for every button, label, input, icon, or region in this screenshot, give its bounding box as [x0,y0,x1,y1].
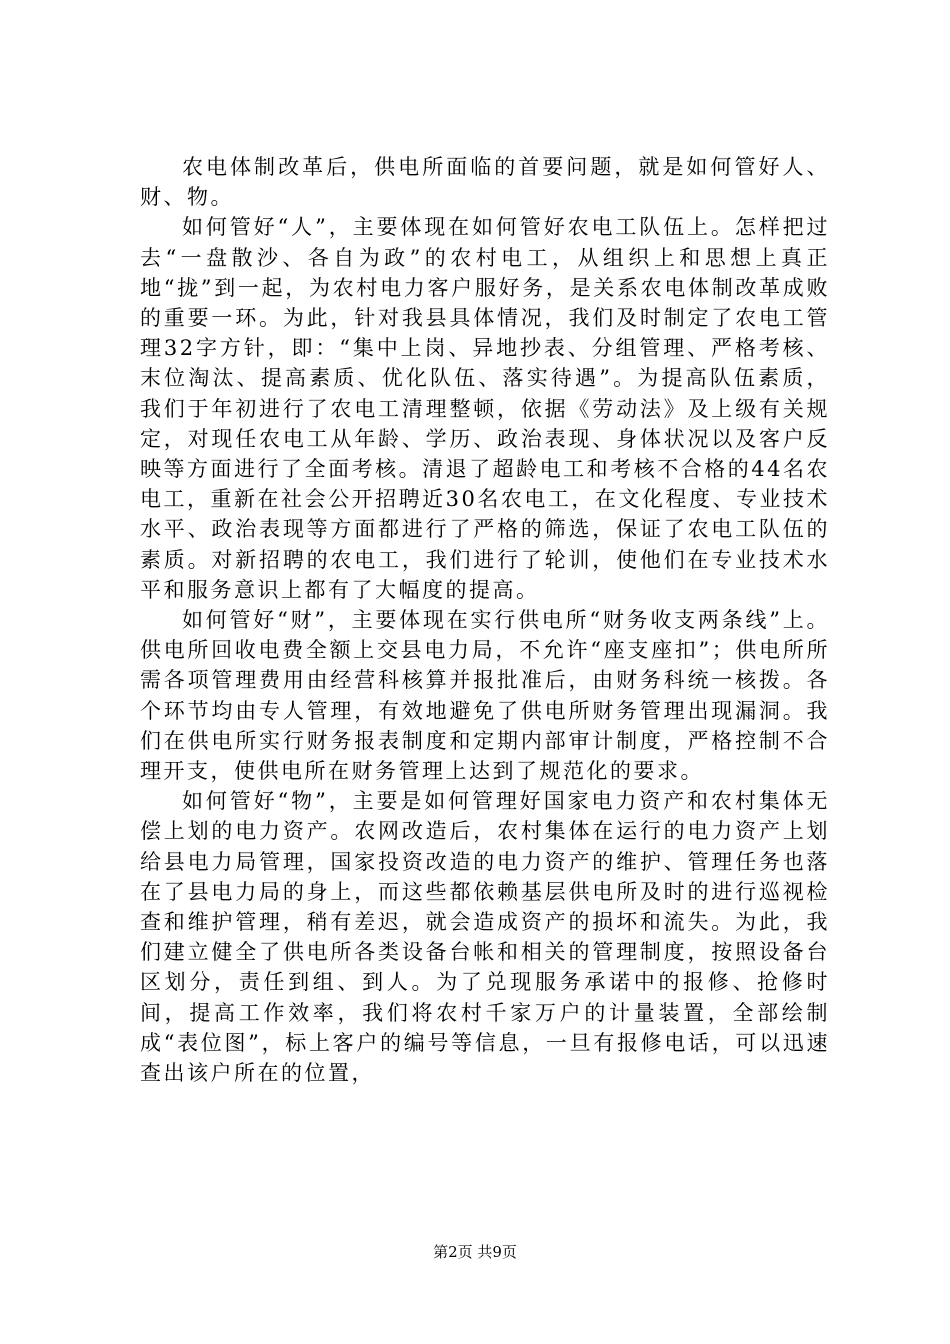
paragraph: 农电体制改革后，供电所面临的首要问题，就是如何管好人、财、物。 [140,155,830,210]
paragraph: 如何管好“人”，主要体现在如何管好农电工队伍上。怎样把过去“一盘散沙、各自为政”的农村电工，从组织上和思想上真正地“拢”到一起，为农村电力客户服好务，是关系农电体制改革成败的重要一环。为此，针对我县具体情况，我们及时制定了农电工管理32字方针，即：“集中上岗、异地抄表、分组管理、严格考核、末位淘汰、提高素质、优化队伍、落实待遇”。为提高队伍素质，我们于年初进行了农电工清理整顿，依据《劳动法》及上级有关规定，对现任农电工从年龄、学历、政治表现、身体状况以及客户反映等方面进行了全面考核。清退了超龄电工和考核不合格的44名农电工，重新在社会公开招聘近30名农电工，在文化程度、专业技术水平、政治表现等方面都进行了严格的筛选，保证了农电工队伍的素质。对新招聘的农电工，我们进行了轮训，使他们在专业技术水平和服务意识上都有了大幅度的提高。 [140,215,830,602]
paragraph: 如何管好“财”，主要体现在实行供电所“财务收支两条线”上。供电所回收电费全额上交县电力局，不允许“座支座扣”；供电所所需各项管理费用由经营科核算并报批准后，由财务科统一核拨。各个环节均由专人管理，有效地避免了供电所财务管理出现漏洞。我们在供电所实行财务报表制度和定期内部审计制度，严格控制不合理开支，使供电所在财务管理上达到了规范化的要求。 [140,608,830,784]
document-body [140,152,830,1088]
paragraph: 如何管好“物”，主要是如何管理好国家电力资产和农村集体无偿上划的电力资产。农网改造后，农村集体在运行的电力资产上划给县电力局管理，国家投资改造的电力资产的维护、管理任务也落在了县电力局的身上，而这些都依赖基层供电所及时的进行巡视检查和维护管理，稍有差迟，就会造成资产的损坏和流失。为此，我们建立健全了供电所各类设备台帐和相关的管理制度，按照设备台区划分，责任到组、到人。为了兑现服务承诺中的报修、抢修时间，提高工作效率，我们将农村千家万户的计量装置，全部绘制成“表位图”，标上客户的编号等信息，一旦有报修电话，可以迅速查出该户所在的位置， [140,789,830,1086]
page-number-footer: 第2页 共9页 [433,1243,517,1261]
